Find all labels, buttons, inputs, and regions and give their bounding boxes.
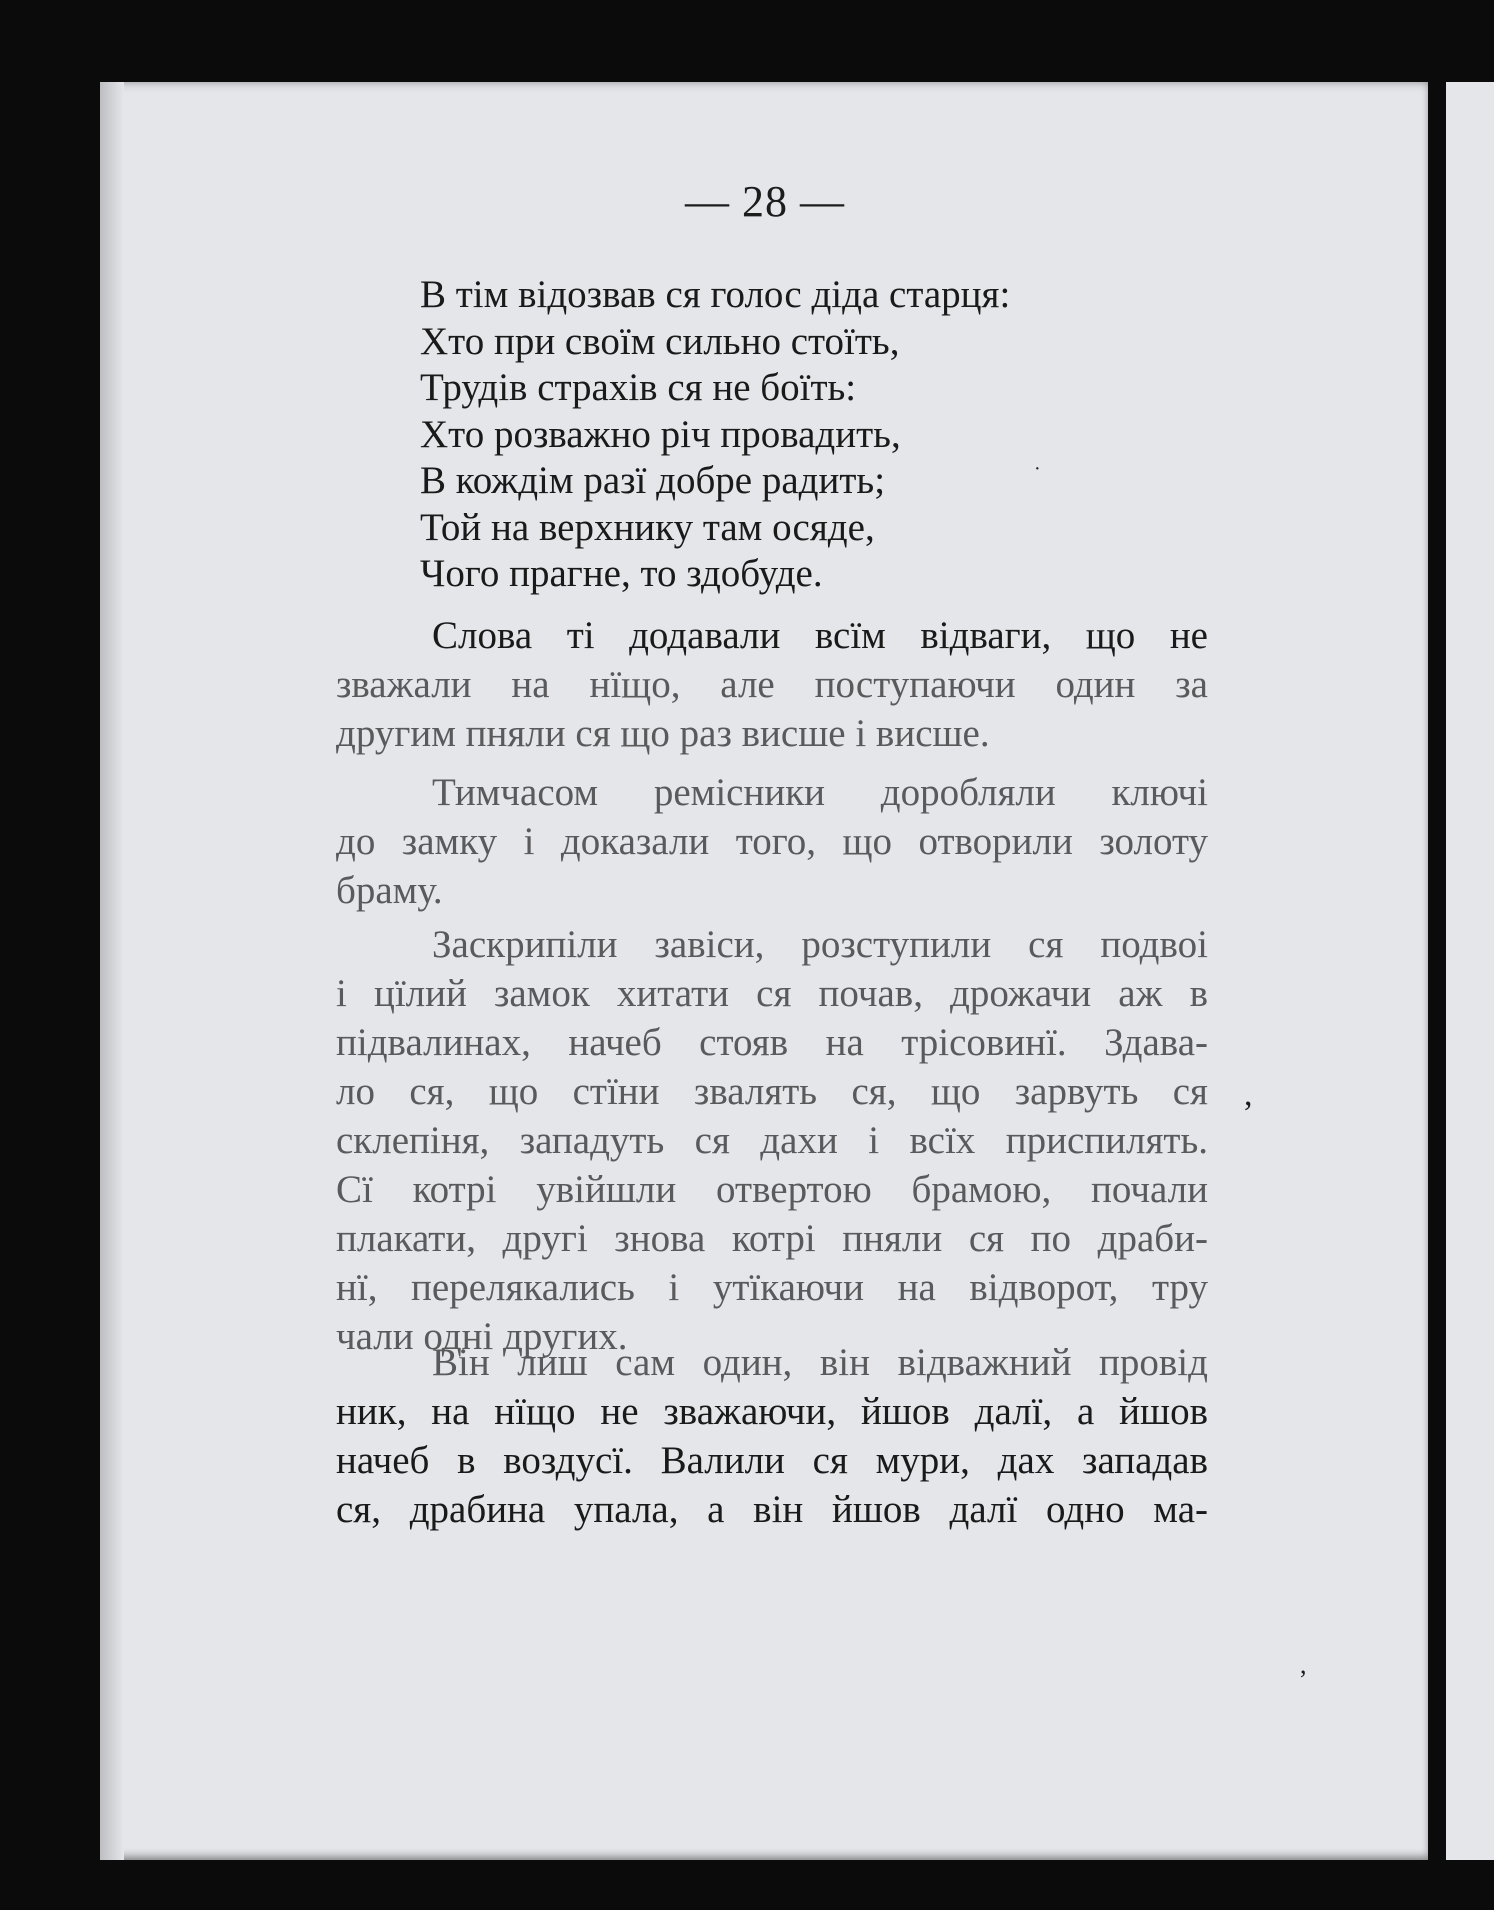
paragraph-4 <box>336 1338 1208 1534</box>
paragraph-line: Тимчасом ремісники доробляли ключі <box>432 771 1208 814</box>
poem-line: В тім відозвав ся голос діда старця: <box>420 273 1011 316</box>
paragraph-1 <box>336 611 1208 758</box>
paragraph-2 <box>336 768 1208 915</box>
page-gutter <box>1428 82 1446 1860</box>
adjacent-page-edge <box>1446 82 1494 1860</box>
paragraph-line: Заскрипіли завіси, розступили ся подвоі <box>432 923 1208 966</box>
poem-stanza <box>420 272 1220 598</box>
stray-dot-mark: , <box>1300 1650 1307 1679</box>
page-number: — 28 — <box>685 177 845 226</box>
paragraph-line: ло ся, що стїни звалять ся, що зарвуть ся <box>336 1070 1208 1113</box>
paragraph-line: нї, перелякались і утїкаючи на відворот, тру <box>336 1266 1208 1309</box>
paragraph-3 <box>336 920 1208 1361</box>
paragraph-line: склепіня, западуть ся дахи і всїх приспилять. <box>336 1119 1208 1162</box>
poem-line: Хто розважно річ провадить, <box>420 412 901 456</box>
paragraph-line: зважали на нїщо, але поступаючи один за <box>336 663 1208 706</box>
paragraph-line: Сї котрі увійшли отвертою брамою, почали <box>336 1168 1208 1211</box>
poem-line: Хто при своїм сильно стоїть, <box>420 319 900 363</box>
paragraph-line: і цїлий замок хитати ся почав, дрожачи аж в <box>336 972 1208 1015</box>
paragraph-line: ся, драбина упала, а він йшов далї одно ма- <box>336 1488 1208 1531</box>
poem-line: В кождім разї добре радить; <box>420 459 886 502</box>
page-binding-shadow <box>100 82 124 1860</box>
poem-line: Чого прагне, то здобуде. <box>420 552 823 595</box>
paragraph-line: плакати, другі знова котрі пняли ся по драби- <box>336 1217 1208 1260</box>
paragraph-line: другим пняли ся що раз висше і висше. <box>336 712 990 755</box>
paragraph-line: ник, на нїщо не зважаючи, йшов далї, а йшов <box>336 1390 1208 1433</box>
paragraph-line: Він лиш сам один, він відважний провід <box>432 1341 1208 1384</box>
poem-line: Той на верхнику там осяде, <box>420 505 875 549</box>
print-speck: · <box>1034 458 1041 480</box>
paragraph-line: браму. <box>336 869 443 912</box>
paragraph-line: Слова ті додавали всїм відваги, що не <box>432 614 1208 657</box>
poem-line: Трудів страхів ся не боїть: <box>420 366 857 409</box>
stray-comma-mark: , <box>1244 1076 1253 1113</box>
paragraph-line: начеб в воздусї. Валили ся мури, дах западав <box>336 1439 1208 1482</box>
paragraph-line: підвалинах, начеб стояв на трісовинї. Здава- <box>336 1021 1208 1064</box>
paragraph-line: до замку і доказали того, що отворили золоту <box>336 820 1208 863</box>
paragraph-line: чали одні других. <box>336 1315 628 1358</box>
